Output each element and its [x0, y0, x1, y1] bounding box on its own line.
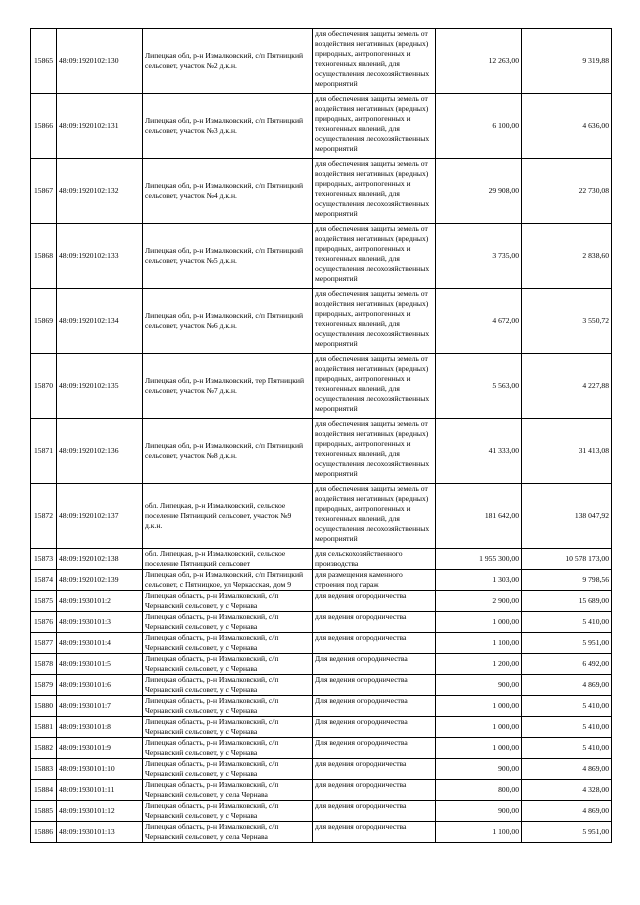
address-cell: Липецкая обл, р-н Измалковский, тер Пятницкий сельсовет, участок №7 д.к.н.: [143, 354, 313, 419]
address-cell: Липецкая обл, р-н Измалковский, с/п Пятницкий сельсовет, участок №6 д.к.н.: [143, 289, 313, 354]
table-row: [31, 591, 612, 612]
permitted-use-cell: для ведения огородничества: [313, 633, 436, 654]
table-row: [31, 94, 612, 159]
permitted-use-cell: для ведения огородничества: [313, 801, 436, 822]
area-cell: 1 000,00: [436, 696, 522, 717]
table-row: [31, 633, 612, 654]
cadastral-number-cell: 48:09:1930101:8: [57, 717, 143, 738]
cadastral-number-cell: 48:09:1930101:12: [57, 801, 143, 822]
area-cell: 1 100,00: [436, 633, 522, 654]
permitted-use-cell: для обеспечения защиты земель от воздействия негативных (вредных) природных, антропогенных и техногенных явлений, для осуществления лесохозяйственных мероприятий: [313, 354, 436, 419]
area-cell: 181 642,00: [436, 484, 522, 549]
cadastral-number-cell: 48:09:1920102:136: [57, 419, 143, 484]
row-number-cell: 15866: [31, 94, 57, 159]
table-row: [31, 570, 612, 591]
cadastral-number-cell: 48:09:1930101:4: [57, 633, 143, 654]
cadastral-value-cell: 2 838,60: [522, 224, 612, 289]
permitted-use-cell: для обеспечения защиты земель от воздействия негативных (вредных) природных, антропогенных и техногенных явлений, для осуществления лесохозяйственных мероприятий: [313, 29, 436, 94]
row-number-cell: 15865: [31, 29, 57, 94]
cadastral-number-cell: 48:09:1920102:133: [57, 224, 143, 289]
area-cell: 41 333,00: [436, 419, 522, 484]
address-cell: Липецкая область, р-н Измалковский, с/п Чернавский сельсовет, у села Чернава: [143, 780, 313, 801]
address-cell: обл. Липецкая, р-н Измалковский, сельское поселение Пятницкий сельсовет: [143, 549, 313, 570]
row-number-cell: 15886: [31, 822, 57, 843]
cadastral-value-cell: 4 869,00: [522, 801, 612, 822]
cadastral-number-cell: 48:09:1930101:10: [57, 759, 143, 780]
cadastral-number-cell: 48:09:1920102:139: [57, 570, 143, 591]
cadastral-value-cell: 4 869,00: [522, 759, 612, 780]
permitted-use-cell: для обеспечения защиты земель от воздействия негативных (вредных) природных, антропогенных и техногенных явлений, для осуществления лесохозяйственных мероприятий: [313, 484, 436, 549]
cadastral-number-cell: 48:09:1930101:2: [57, 591, 143, 612]
permitted-use-cell: Для ведения огородничества: [313, 654, 436, 675]
area-cell: 1 200,00: [436, 654, 522, 675]
row-number-cell: 15876: [31, 612, 57, 633]
cadastral-number-cell: 48:09:1920102:138: [57, 549, 143, 570]
cadastral-value-cell: 5 951,00: [522, 822, 612, 843]
permitted-use-cell: для ведения огородничества: [313, 780, 436, 801]
address-cell: Липецкая область, р-н Измалковский, с/п Чернавский сельсовет, у с Чернава: [143, 738, 313, 759]
row-number-cell: 15873: [31, 549, 57, 570]
permitted-use-cell: для ведения огородничества: [313, 591, 436, 612]
area-cell: 6 100,00: [436, 94, 522, 159]
table-row: [31, 354, 612, 419]
permitted-use-cell: для сельскохозяйственного производства: [313, 549, 436, 570]
cadastral-value-cell: 5 410,00: [522, 696, 612, 717]
area-cell: 900,00: [436, 759, 522, 780]
permitted-use-cell: Для ведения огородничества: [313, 738, 436, 759]
address-cell: Липецкая обл, р-н Измалковский, с/п Пятницкий сельсовет, с Пятницкое, ул Черкасская, дом 9: [143, 570, 313, 591]
address-cell: Липецкая область, р-н Измалковский, с/п Чернавский сельсовет, у с Чернава: [143, 759, 313, 780]
cadastral-value-cell: 6 492,00: [522, 654, 612, 675]
permitted-use-cell: для обеспечения защиты земель от воздействия негативных (вредных) природных, антропогенных и техногенных явлений, для осуществления лесохозяйственных мероприятий: [313, 224, 436, 289]
address-cell: Липецкая область, р-н Измалковский, с/п Чернавский сельсовет, у с Чернава: [143, 612, 313, 633]
table-row: [31, 822, 612, 843]
row-number-cell: 15877: [31, 633, 57, 654]
cadastral-number-cell: 48:09:1930101:9: [57, 738, 143, 759]
cadastral-number-cell: 48:09:1920102:137: [57, 484, 143, 549]
cadastral-value-cell: 31 413,08: [522, 419, 612, 484]
area-cell: 800,00: [436, 780, 522, 801]
table-row: [31, 612, 612, 633]
table-row: [31, 696, 612, 717]
cadastral-number-cell: 48:09:1920102:135: [57, 354, 143, 419]
row-number-cell: 15867: [31, 159, 57, 224]
table-row: [31, 159, 612, 224]
address-cell: Липецкая область, р-н Измалковский, с/п Чернавский сельсовет, у с Чернава: [143, 717, 313, 738]
row-number-cell: 15885: [31, 801, 57, 822]
area-cell: 1 000,00: [436, 612, 522, 633]
row-number-cell: 15875: [31, 591, 57, 612]
area-cell: 1 303,00: [436, 570, 522, 591]
area-cell: 900,00: [436, 675, 522, 696]
row-number-cell: 15880: [31, 696, 57, 717]
area-cell: 1 000,00: [436, 717, 522, 738]
address-cell: Липецкая область, р-н Измалковский, с/п Чернавский сельсовет, у с Чернава: [143, 591, 313, 612]
cadastral-value-cell: 4 328,00: [522, 780, 612, 801]
table-row: [31, 738, 612, 759]
cadastral-value-cell: 15 689,00: [522, 591, 612, 612]
cadastral-value-cell: 22 730,08: [522, 159, 612, 224]
cadastral-value-cell: 3 550,72: [522, 289, 612, 354]
permitted-use-cell: для размещения каменного строения под гараж: [313, 570, 436, 591]
address-cell: Липецкая область, р-н Измалковский, с/п Чернавский сельсовет, у села Чернава: [143, 822, 313, 843]
cadastral-value-cell: 5 410,00: [522, 612, 612, 633]
permitted-use-cell: для ведения огородничества: [313, 759, 436, 780]
permitted-use-cell: для ведения огородничества: [313, 612, 436, 633]
table-row: [31, 224, 612, 289]
row-number-cell: 15872: [31, 484, 57, 549]
area-cell: 2 900,00: [436, 591, 522, 612]
cadastral-value-cell: 9 319,88: [522, 29, 612, 94]
cadastral-number-cell: 48:09:1930101:7: [57, 696, 143, 717]
cadastral-number-cell: 48:09:1920102:130: [57, 29, 143, 94]
cadastral-number-cell: 48:09:1930101:13: [57, 822, 143, 843]
cadastral-value-cell: 4 227,88: [522, 354, 612, 419]
row-number-cell: 15871: [31, 419, 57, 484]
table-body: [31, 29, 612, 843]
cadastral-value-cell: 5 410,00: [522, 717, 612, 738]
area-cell: 1 100,00: [436, 822, 522, 843]
address-cell: Липецкая область, р-н Измалковский, с/п Чернавский сельсовет, у с Чернава: [143, 801, 313, 822]
table-row: [31, 675, 612, 696]
area-cell: 1 955 300,00: [436, 549, 522, 570]
table-row: [31, 717, 612, 738]
area-cell: 900,00: [436, 801, 522, 822]
area-cell: 5 563,00: [436, 354, 522, 419]
permitted-use-cell: Для ведения огородничества: [313, 717, 436, 738]
row-number-cell: 15869: [31, 289, 57, 354]
table-row: [31, 801, 612, 822]
cadastral-value-cell: 5 410,00: [522, 738, 612, 759]
table-row: [31, 780, 612, 801]
cadastral-value-cell: 9 798,56: [522, 570, 612, 591]
row-number-cell: 15874: [31, 570, 57, 591]
land-registry-table: [30, 28, 612, 843]
area-cell: 3 735,00: [436, 224, 522, 289]
address-cell: Липецкая область, р-н Измалковский, с/п Чернавский сельсовет, у с Чернава: [143, 654, 313, 675]
area-cell: 12 263,00: [436, 29, 522, 94]
address-cell: Липецкая обл, р-н Измалковский, с/п Пятницкий сельсовет, участок №5 д.к.н.: [143, 224, 313, 289]
cadastral-number-cell: 48:09:1920102:131: [57, 94, 143, 159]
permitted-use-cell: для обеспечения защиты земель от воздействия негативных (вредных) природных, антропогенных и техногенных явлений, для осуществления лесохозяйственных мероприятий: [313, 94, 436, 159]
cadastral-value-cell: 4 869,00: [522, 675, 612, 696]
table-row: [31, 759, 612, 780]
address-cell: Липецкая область, р-н Измалковский, с/п Чернавский сельсовет, у с Чернава: [143, 696, 313, 717]
cadastral-value-cell: 5 951,00: [522, 633, 612, 654]
permitted-use-cell: Для ведения огородничества: [313, 675, 436, 696]
area-cell: 29 908,00: [436, 159, 522, 224]
permitted-use-cell: Для ведения огородничества: [313, 696, 436, 717]
table-row: [31, 654, 612, 675]
address-cell: Липецкая область, р-н Измалковский, с/п Чернавский сельсовет, у с Чернава: [143, 633, 313, 654]
table-row: [31, 549, 612, 570]
cadastral-value-cell: 4 636,00: [522, 94, 612, 159]
address-cell: Липецкая область, р-н Измалковский, с/п Чернавский сельсовет, у с Чернава: [143, 675, 313, 696]
address-cell: Липецкая обл, р-н Измалковский, с/п Пятницкий сельсовет, участок №8 д.к.н.: [143, 419, 313, 484]
cadastral-number-cell: 48:09:1920102:132: [57, 159, 143, 224]
cadastral-number-cell: 48:09:1930101:5: [57, 654, 143, 675]
cadastral-number-cell: 48:09:1930101:11: [57, 780, 143, 801]
cadastral-value-cell: 10 578 173,00: [522, 549, 612, 570]
row-number-cell: 15879: [31, 675, 57, 696]
permitted-use-cell: для обеспечения защиты земель от воздействия негативных (вредных) природных, антропогенных и техногенных явлений, для осуществления лесохозяйственных мероприятий: [313, 159, 436, 224]
row-number-cell: 15878: [31, 654, 57, 675]
table-row: [31, 29, 612, 94]
row-number-cell: 15868: [31, 224, 57, 289]
table-row: [31, 484, 612, 549]
row-number-cell: 15881: [31, 717, 57, 738]
address-cell: обл. Липецкая, р-н Измалковский, сельское поселение Пятницкий сельсовет, участок №9 д.к.н.: [143, 484, 313, 549]
permitted-use-cell: для обеспечения защиты земель от воздействия негативных (вредных) природных, антропогенных и техногенных явлений, для осуществления лесохозяйственных мероприятий: [313, 419, 436, 484]
area-cell: 4 672,00: [436, 289, 522, 354]
cadastral-number-cell: 48:09:1930101:6: [57, 675, 143, 696]
table-row: [31, 419, 612, 484]
table-row: [31, 289, 612, 354]
cadastral-value-cell: 138 047,92: [522, 484, 612, 549]
row-number-cell: 15884: [31, 780, 57, 801]
area-cell: 1 000,00: [436, 738, 522, 759]
cadastral-number-cell: 48:09:1930101:3: [57, 612, 143, 633]
permitted-use-cell: для обеспечения защиты земель от воздействия негативных (вредных) природных, антропогенных и техногенных явлений, для осуществления лесохозяйственных мероприятий: [313, 289, 436, 354]
address-cell: Липецкая обл, р-н Измалковский, с/п Пятницкий сельсовет, участок №3 д.к.н.: [143, 94, 313, 159]
permitted-use-cell: для ведения огородничества: [313, 822, 436, 843]
row-number-cell: 15883: [31, 759, 57, 780]
address-cell: Липецкая обл, р-н Измалковский, с/п Пятницкий сельсовет, участок №4 д.к.н.: [143, 159, 313, 224]
row-number-cell: 15870: [31, 354, 57, 419]
cadastral-number-cell: 48:09:1920102:134: [57, 289, 143, 354]
address-cell: Липецкая обл, р-н Измалковский, с/п Пятницкий сельсовет, участок №2 д.к.н.: [143, 29, 313, 94]
row-number-cell: 15882: [31, 738, 57, 759]
